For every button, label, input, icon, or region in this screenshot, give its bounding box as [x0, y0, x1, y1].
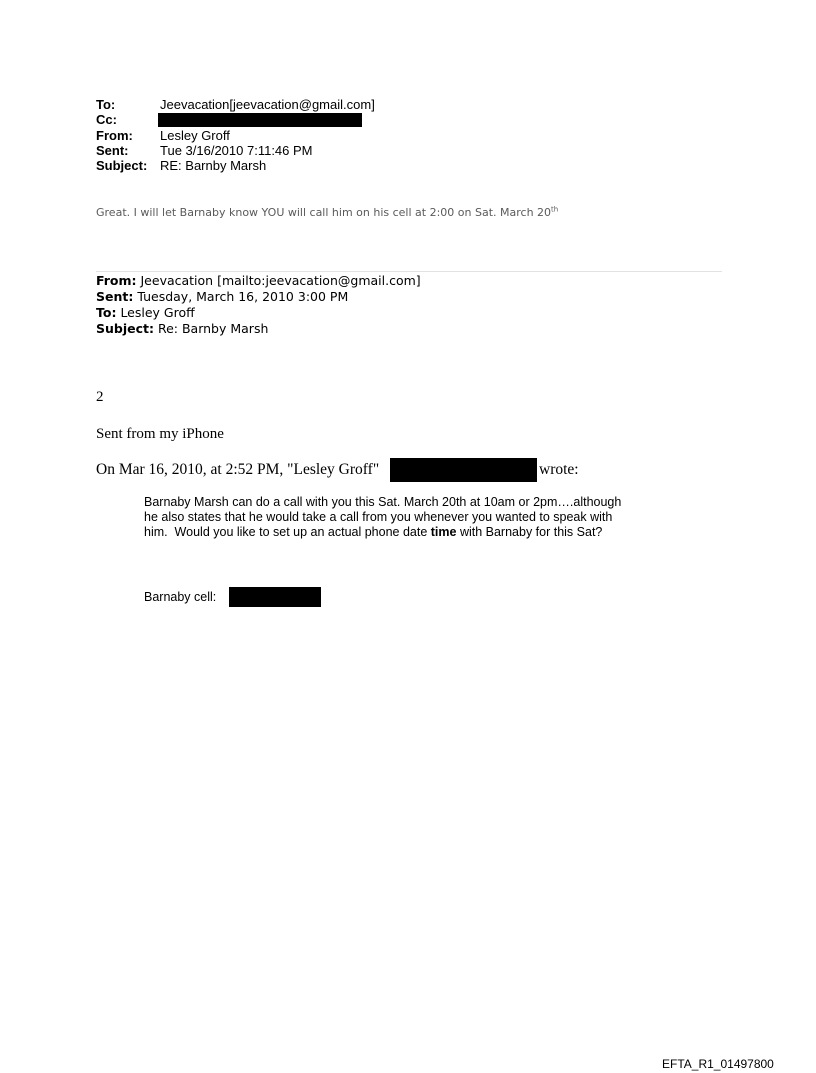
quoted-subject-label: Subject:	[96, 321, 154, 336]
quoted-line-3	[144, 525, 704, 540]
reply-body: Great. I will let Barnaby know YOU will call him on his cell at 2:00 on Sat. March 20	[96, 206, 552, 219]
signature-line: Sent from my iPhone	[96, 426, 224, 442]
cc-redaction	[158, 113, 362, 127]
separator-line	[96, 271, 722, 272]
email-redaction	[390, 458, 537, 482]
quoted-from-label: From:	[96, 273, 137, 288]
from-label: From:	[96, 128, 133, 143]
quoted-message	[144, 495, 704, 540]
quoted-line-3-start: him. Would you like to set up an actual phone date	[144, 525, 431, 539]
cell-label: Barnaby cell:	[144, 590, 217, 604]
from-value: Lesley Groff	[160, 128, 230, 143]
to-label: To:	[96, 97, 116, 112]
cell-redaction	[229, 587, 321, 607]
to-value: Jeevacation[jeevacation@gmail.com]	[160, 97, 375, 112]
wrote-suffix: wrote:	[539, 461, 579, 478]
quoted-to-label: To:	[96, 305, 117, 320]
message-number: 2	[96, 389, 104, 405]
quoted-sent-label: Sent:	[96, 289, 134, 304]
quoted-to-value: Lesley Groff	[120, 305, 195, 320]
quoted-line-1: Barnaby Marsh can do a call with you this Sat. March 20th at 10am or 2pm….although	[144, 495, 622, 509]
reply-text	[96, 206, 558, 219]
quoted-header	[96, 273, 421, 337]
subject-label: Subject:	[96, 158, 148, 173]
quoted-from-value: Jeevacation [mailto:jeevacation@gmail.com]	[140, 273, 421, 288]
sent-value: Tue 3/16/2010 7:11:46 PM	[160, 143, 313, 158]
quoted-line-2: he also states that he would take a call from you whenever you wanted to speak with	[144, 510, 613, 524]
document-id: EFTA_R1_01497800	[662, 1057, 774, 1071]
quoted-sent-value: Tuesday, March 16, 2010 3:00 PM	[137, 289, 349, 304]
quoted-line-3-bold: time	[430, 525, 457, 539]
sent-label: Sent:	[96, 143, 129, 158]
quoted-subject-value: Re: Barnby Marsh	[157, 321, 269, 336]
quoted-line-3-end: with Barnaby for this Sat?	[456, 525, 603, 539]
reply-suffix: th	[551, 205, 559, 214]
wrote-prefix: On Mar 16, 2010, at 2:52 PM, "Lesley Groff"	[96, 461, 380, 478]
subject-value: RE: Barnby Marsh	[160, 158, 267, 173]
cc-label: Cc:	[96, 112, 117, 127]
